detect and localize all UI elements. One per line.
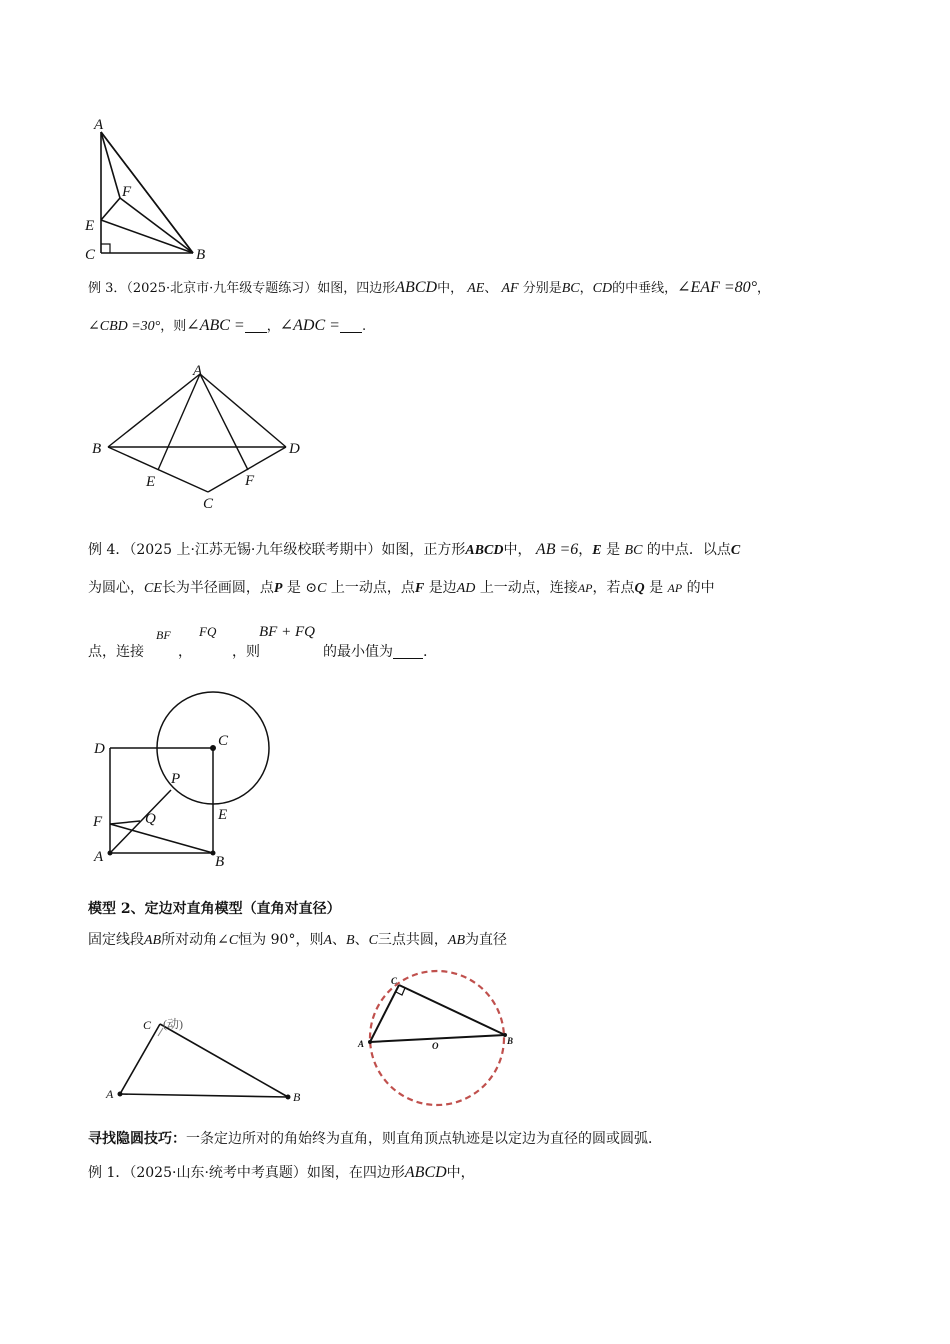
example-4-text: 是边 bbox=[428, 580, 457, 596]
math-abcd: ABCD bbox=[404, 1164, 447, 1181]
example-4-text: ， bbox=[178, 644, 192, 660]
example-3-text: ， bbox=[579, 281, 593, 296]
example-4-line-3-tail bbox=[323, 642, 427, 662]
math-q: Q bbox=[634, 581, 645, 596]
fig3-label-p: P bbox=[171, 771, 181, 787]
example-4-text: 上一动点，连接 bbox=[479, 580, 578, 596]
math-bf-plus-fq: BF + FQ bbox=[259, 624, 315, 640]
fig2-label-c: C bbox=[203, 496, 214, 512]
example-4-text: 长为半径画圆，点 bbox=[161, 580, 274, 596]
example-3-text: ， bbox=[757, 281, 771, 296]
math-ap: AP bbox=[667, 581, 683, 595]
example-4-text: 点，连接 bbox=[88, 644, 144, 660]
example-3-label: 例 3． bbox=[88, 281, 127, 296]
fig4-label-c: C bbox=[143, 1018, 152, 1032]
example-4-text: ，则 bbox=[232, 644, 260, 660]
fig3-label-f: F bbox=[93, 814, 103, 830]
tip-text: 一条定边所对的角始终为直角，则直角顶点轨迹是以定边为直径的圆或圆弧． bbox=[186, 1131, 662, 1147]
math-af: AF bbox=[501, 281, 519, 296]
answer-blank[interactable] bbox=[340, 318, 362, 333]
math-f: F bbox=[414, 581, 425, 596]
example-1-line-1 bbox=[88, 1163, 475, 1183]
tip-title: 寻找隐圆技巧： bbox=[88, 1131, 186, 1147]
example-1-source: （2025·山东·统考中考真题） bbox=[129, 1165, 307, 1181]
figure-quadrilateral-abcd bbox=[88, 360, 318, 515]
math-angle-eaf: ∠EAF =80° bbox=[677, 279, 758, 296]
math-ab: AB bbox=[447, 933, 466, 948]
example-4-text: 的最小值为 bbox=[323, 644, 393, 660]
example-3-text: 中， bbox=[437, 281, 464, 296]
model-2-text: 、 bbox=[354, 932, 369, 948]
math-angle-cbd: ∠CBD =30° bbox=[88, 319, 161, 334]
math-fq: FQ bbox=[199, 624, 217, 639]
fig4-label-moving: (动) bbox=[163, 1017, 183, 1031]
model-2-description bbox=[88, 930, 507, 951]
example-1-text: 如图，在四边形 bbox=[306, 1165, 405, 1181]
figure-circle-diameter bbox=[350, 965, 525, 1115]
fig1-label-a: A bbox=[94, 117, 104, 133]
example-4-text: 为圆心， bbox=[88, 580, 144, 596]
math-abcd: ABCD bbox=[395, 279, 438, 296]
example-4-text: ，若点 bbox=[592, 580, 635, 596]
example-3-text: 如图，四边形 bbox=[317, 281, 396, 296]
model-2-text: 固定线段 bbox=[88, 932, 144, 948]
fig2-label-a: A bbox=[193, 363, 203, 379]
example-3-text: 分别是 bbox=[522, 281, 562, 296]
math-c: C bbox=[730, 543, 741, 558]
math-bf: BF bbox=[156, 628, 171, 642]
math-a: A bbox=[323, 933, 333, 948]
fig5-label-o: O bbox=[432, 1041, 439, 1051]
example-3-source: （2025·北京市·九年级专题练习） bbox=[126, 281, 318, 296]
fig2-label-b: B bbox=[92, 441, 102, 457]
fig3-label-c: C bbox=[218, 733, 229, 749]
example-1-text: 中， bbox=[446, 1165, 475, 1181]
fig3-label-e: E bbox=[218, 807, 228, 823]
math-p: P bbox=[273, 581, 283, 596]
figure-moving-angle-triangle bbox=[100, 1010, 310, 1110]
fig3-label-a: A bbox=[94, 849, 104, 865]
example-4-text: 如图，正方形 bbox=[381, 542, 466, 558]
example-3-text: 的中垂线， bbox=[612, 281, 678, 296]
fig5-label-b: B bbox=[507, 1036, 514, 1046]
fig5-label-c: C bbox=[391, 976, 398, 986]
example-4-text: 的中 bbox=[686, 580, 715, 596]
model-2-text: 三点共圆， bbox=[377, 932, 448, 948]
math-circle-c: ⊙C bbox=[305, 581, 327, 596]
model-2-title: 模型 2、定边对直角模型（直角对直径） bbox=[88, 901, 341, 917]
fig2-label-e: E bbox=[146, 474, 156, 490]
example-4-text: . bbox=[423, 644, 428, 660]
example-4-line-3-text bbox=[88, 642, 144, 662]
fig1-label-f: F bbox=[122, 184, 132, 200]
model-2-text: 、 bbox=[332, 932, 347, 948]
example-3-text: . bbox=[361, 319, 367, 334]
example-3-text: ， bbox=[266, 319, 280, 334]
math-ce: CE bbox=[144, 581, 162, 596]
math-c: C bbox=[228, 933, 239, 948]
math-ab-equals-6: AB =6 bbox=[535, 541, 579, 558]
example-4-source: （2025 上·江苏无锡·九年级校联考期中） bbox=[129, 542, 382, 558]
math-ae: AE bbox=[467, 281, 485, 296]
math-angle-abc: ∠ABC = bbox=[186, 317, 245, 334]
math-ab: AB bbox=[144, 933, 162, 948]
fig1-label-c: C bbox=[85, 247, 96, 263]
fig4-label-a: A bbox=[106, 1087, 114, 1101]
fig3-label-b: B bbox=[215, 854, 225, 870]
math-angle-adc: ∠ADC = bbox=[279, 317, 340, 334]
example-4-label: 例 4． bbox=[88, 542, 130, 558]
example-4-text: 是 bbox=[286, 580, 301, 596]
math-bc: BC bbox=[561, 281, 580, 296]
example-4-text: 是 bbox=[649, 580, 664, 596]
math-ad: AD bbox=[456, 581, 476, 596]
example-4-line-1 bbox=[88, 540, 740, 561]
model-2-text: 恒为 90°，则 bbox=[238, 932, 324, 948]
answer-blank[interactable] bbox=[393, 644, 423, 659]
example-4-text: 中， bbox=[503, 542, 532, 558]
fig3-label-d: D bbox=[94, 741, 105, 757]
fig5-label-a: A bbox=[358, 1039, 365, 1049]
hidden-circle-tip bbox=[88, 1129, 662, 1149]
figure-square-circle bbox=[85, 690, 285, 870]
model-2-text: 所对动角∠ bbox=[161, 932, 229, 948]
answer-blank[interactable] bbox=[245, 318, 267, 333]
example-3-line-2 bbox=[88, 316, 366, 337]
example-4-text: ， bbox=[578, 542, 593, 558]
math-cd: CD bbox=[592, 281, 613, 296]
math-b: B bbox=[346, 933, 355, 948]
math-bc: BC bbox=[624, 543, 643, 558]
example-3-text: 、 bbox=[484, 281, 498, 296]
math-abcd: ABCD bbox=[465, 543, 504, 558]
fig2-label-d: D bbox=[289, 441, 300, 457]
model-2-text: 为直径 bbox=[465, 932, 508, 948]
fig2-label-f: F bbox=[245, 473, 255, 489]
fig1-label-b: B bbox=[196, 247, 206, 263]
fig3-label-q: Q bbox=[145, 811, 156, 827]
example-4-text: 是 bbox=[606, 542, 621, 558]
fig4-label-b: B bbox=[293, 1090, 301, 1104]
math-ap: AP bbox=[577, 581, 593, 595]
figure-triangle-acb bbox=[80, 110, 220, 270]
example-4-line-2 bbox=[88, 578, 715, 599]
example-3-line-1 bbox=[88, 278, 770, 299]
math-e: E bbox=[592, 543, 602, 558]
example-4-text: 上一动点，点 bbox=[330, 580, 415, 596]
math-c: C bbox=[368, 933, 378, 948]
example-4-text: 的中点．以点 bbox=[646, 542, 731, 558]
example-1-label: 例 1． bbox=[88, 1165, 130, 1181]
example-3-text: ，则 bbox=[160, 319, 187, 334]
fig1-label-e: E bbox=[85, 218, 95, 234]
